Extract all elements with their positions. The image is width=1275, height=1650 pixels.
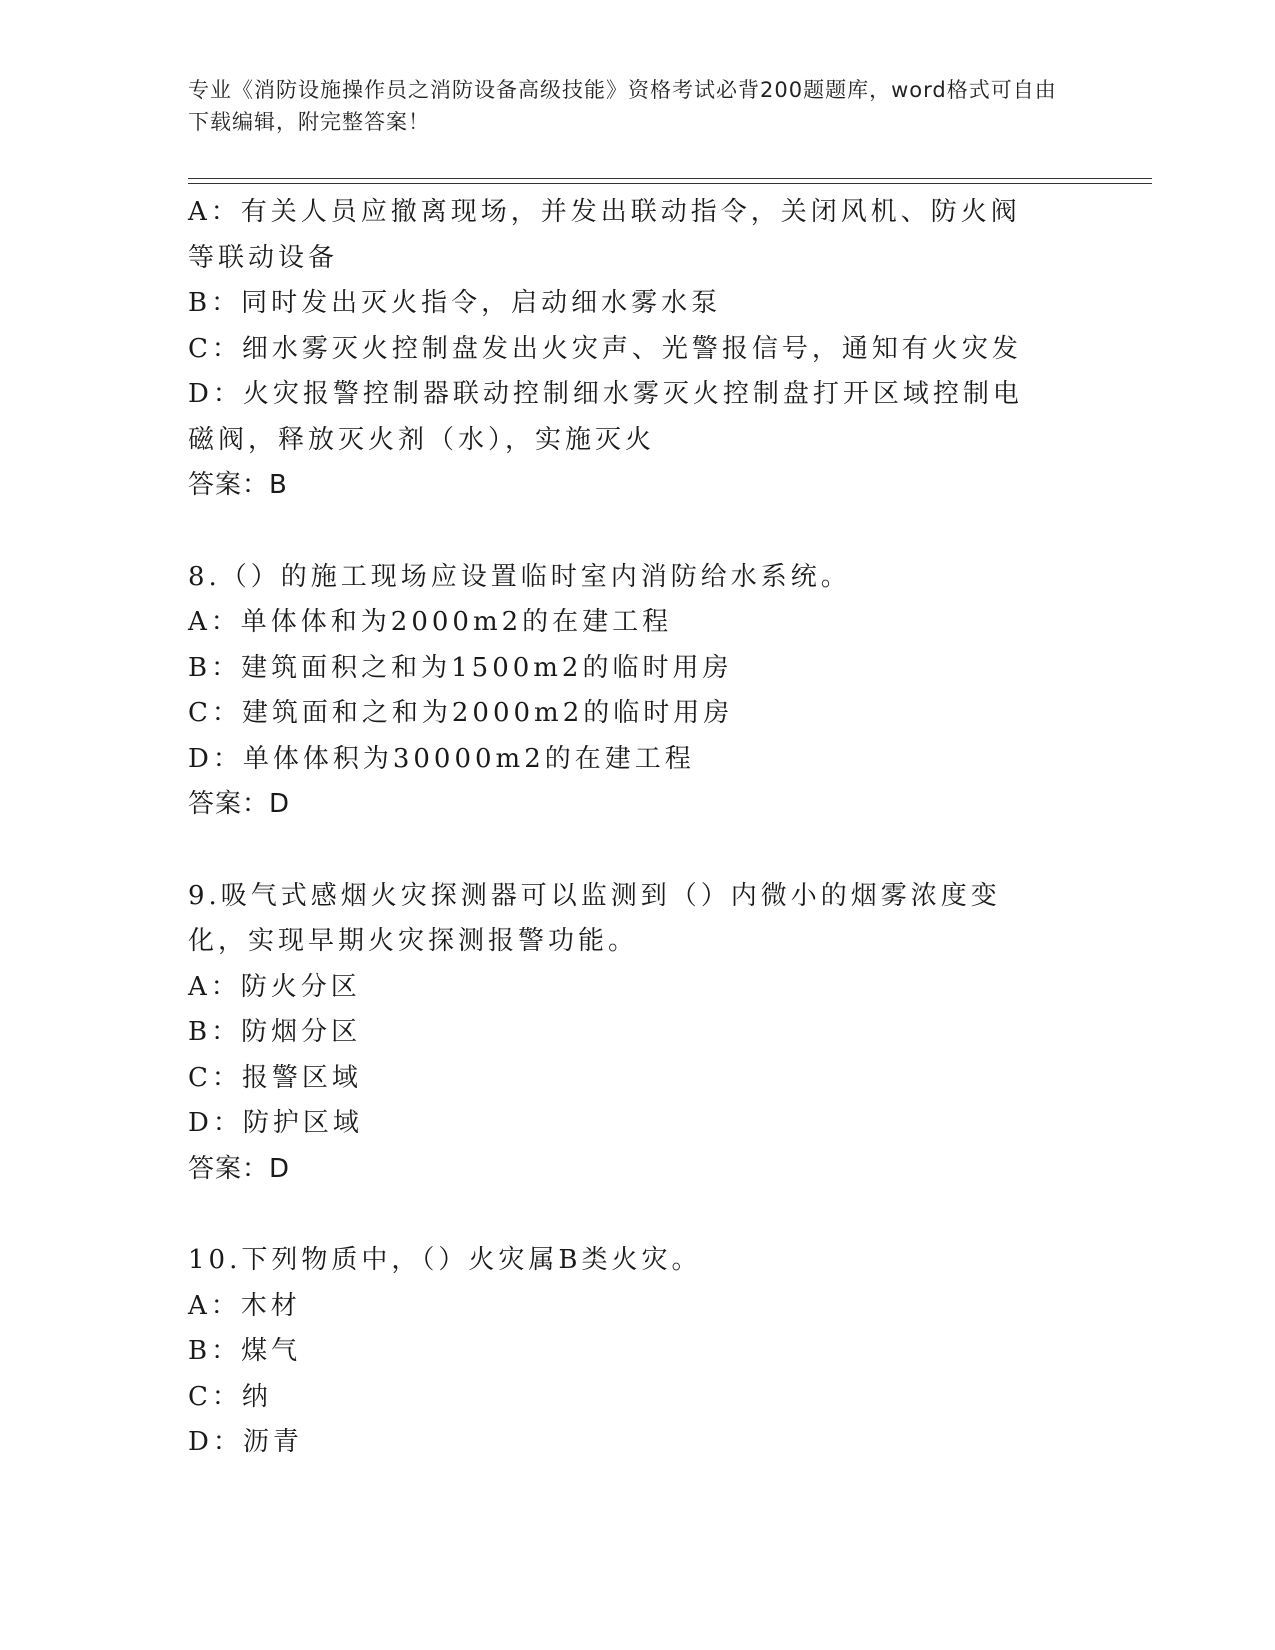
option-c: C：报警区域 (188, 1062, 362, 1093)
option-a: A：有关人员应撤离现场，并发出联动指令，关闭风机、防火阀等联动设备 (188, 197, 1021, 273)
option-c: C：细水雾灭火控制盘发出火灾声、光警报信号，通知有火灾发 (188, 333, 1022, 364)
option-b: B：建筑面积之和为1500m2的临时用房 (188, 652, 733, 683)
option-a: A：木材 (188, 1290, 301, 1321)
question-7 (188, 190, 1088, 509)
option-d: D：火灾报警控制器联动控制细水雾灭火控制盘打开区域控制电磁阀，释放灭火剂（水），实施灭火 (188, 379, 1023, 455)
option-d: D：单体体积为30000m2的在建工程 (188, 743, 695, 774)
option-c: C：建筑面和之和为2000m2的临时用房 (188, 698, 734, 728)
question-9 (188, 874, 1088, 1193)
answer: 答案：D (188, 1153, 291, 1184)
option-b: B：煤气 (188, 1336, 302, 1366)
question-text: 9.吸气式感烟火灾探测器可以监测到（）内微小的烟雾浓度变化，实现早期火灾探测报警功能。 (188, 880, 1001, 956)
question-10 (188, 1238, 1088, 1466)
option-c: C：纳 (188, 1381, 272, 1412)
option-a: A：防火分区 (188, 971, 361, 1002)
spacer (188, 828, 1088, 874)
answer: 答案：D (188, 789, 291, 819)
question-text: 10.下列物质中，（）火灾属B类火灾。 (188, 1245, 702, 1275)
option-b: B：防烟分区 (188, 1017, 362, 1047)
header-divider-bottom (188, 183, 1152, 184)
option-a: A：单体体和为2000m2的在建工程 (188, 607, 673, 637)
document-header: 专业《消防设施操作员之消防设备高级技能》资格考试必背200题题库，word格式可自由下载编辑，附完整答案！ (188, 78, 1057, 134)
question-list (188, 190, 1088, 1466)
answer: 答案：B (188, 470, 288, 500)
option-b: B：同时发出灭火指令，启动细水雾水泵 (188, 288, 722, 318)
option-d: D：沥青 (188, 1427, 303, 1457)
spacer (188, 1192, 1088, 1238)
question-8 (188, 555, 1088, 828)
question-text: 8.（）的施工现场应设置临时室内消防给水系统。 (188, 561, 851, 592)
option-d: D：防护区域 (188, 1108, 363, 1138)
spacer (188, 509, 1088, 555)
header-divider-top (188, 178, 1152, 179)
